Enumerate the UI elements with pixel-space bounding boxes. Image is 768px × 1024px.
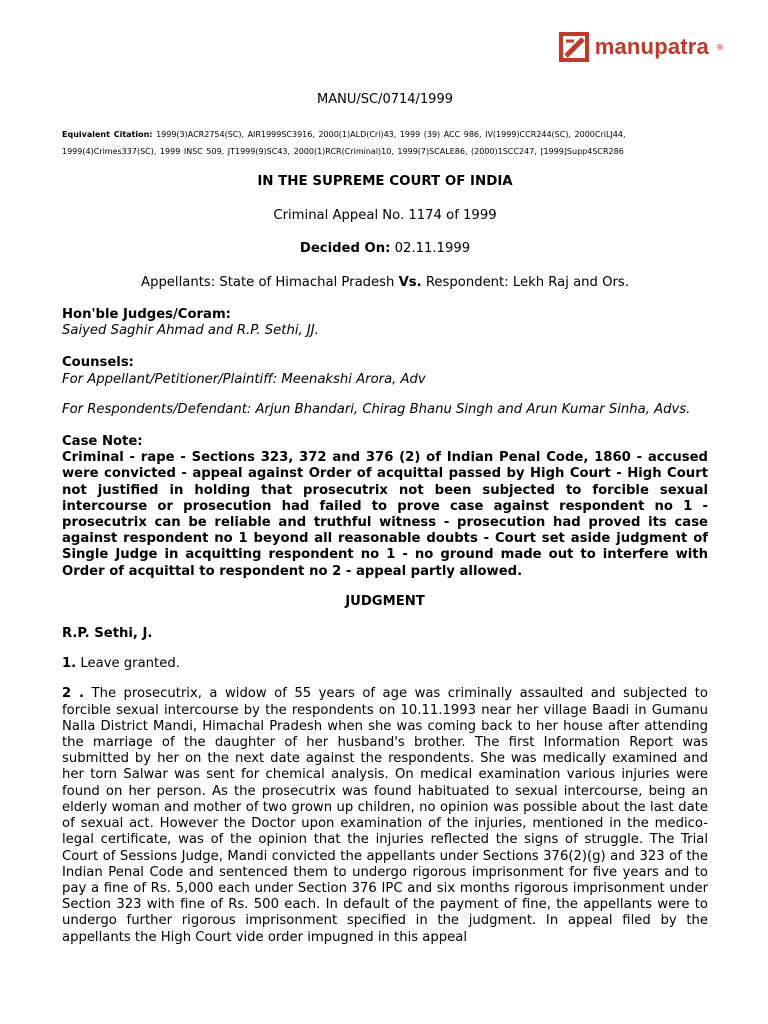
decided-on-date: 02.11.1999 (394, 240, 471, 256)
paragraph-1-text: Leave granted. (80, 656, 180, 672)
judges-heading: Hon'ble Judges/Coram: (62, 307, 231, 323)
judgment-heading: JUDGMENT (345, 593, 425, 609)
paragraph-2 (62, 686, 708, 945)
counsel-appellant: For Appellant/Petitioner/Plaintiff: Meenakshi Arora, Adv (62, 371, 426, 387)
manupatra-logo-icon (559, 32, 589, 62)
counsels-heading: Counsels: (62, 355, 134, 371)
equivalent-citation-label: Equivalent Citation: (62, 130, 153, 140)
versus-label: Vs. (398, 274, 422, 290)
manupatra-logo (559, 32, 724, 62)
paragraph-2-number: 2 . (62, 686, 85, 702)
parties-line (62, 275, 708, 291)
appeal-number: Criminal Appeal No. 1174 of 1999 (273, 208, 497, 224)
brand-reg-mark: ® (716, 42, 724, 52)
paragraph-2-text: The prosecutrix, a widow of 55 years of age was criminally assaulted and subjected to forcible sexual intercourse by the respondents on 10.11.1993 near her village Baadi in Gumanu Nalla District Mandi, Himachal Pradesh when she was coming back to her house after attending the marriage of the daughter of her husband's brother. The first Information Report was submitted by her on the next date against the respondents. She was medically examined and her torn Salwar was sent for chemical analysis. On medical examination various injuries were found on her person. As the prosecutrix was found habituated to sexual intercourse, being an elderly woman and mother of two grown up children, no opinion was possible about the last date of sexual act. However the Doctor upon examination of the injuries, mentioned in the medico-legal certificate, was of the opinion that the injuries reflected the signs of struggle. The Trial Court of Sessions Judge, Mandi convicted the appellants under Sections 376(2)(g) and 323 of the Indian Penal Code and sentenced them to undergo rigorous imprisonment for five years and to pay a fine of Rs. 5,000 each under Section 376 IPC and six months rigorous imprisonment under Section 323 with fine of Rs. 500 each. In default of the payment of fine, the appellants were to undergo further rigorous imprisonment specified in the judgment. In appeal filed by the appellants the High Court vide order impugned in this appeal (62, 686, 708, 945)
brand-name: manupatra (594, 34, 709, 59)
manu-id: MANU/SC/0714/1999 (317, 92, 453, 107)
respondent: Respondent: Lekh Raj and Ors. (425, 274, 629, 290)
decided-on (62, 241, 708, 257)
case-note-heading: Case Note: (62, 434, 143, 450)
decided-on-label: Decided On: (299, 240, 391, 256)
appellants: Appellants: State of Himachal Pradesh (141, 274, 395, 290)
judges-names: Saiyed Saghir Ahmad and R.P. Sethi, JJ. (62, 323, 319, 339)
counsel-respondent: For Respondents/Defendant: Arjun Bhandari, Chirag Bhanu Singh and Arun Kumar Sinha, Advs. (62, 401, 691, 417)
court-name: IN THE SUPREME COURT OF INDIA (257, 174, 513, 190)
judge-name: R.P. Sethi, J. (62, 626, 153, 642)
case-note-text: Criminal - rape - Sections 323, 372 and 376 (2) of Indian Penal Code, 1860 - accused were convicted - appeal against Order of acquittal passed by High Court - High Court not justified in holding that prosecutrix not been subjected to forcible sexual intercourse or prosecution had failed to prove case against respondent no 1 - prosecutrix can be reliable and truthful witness - prosecution had proved its case against respondent no 1 beyond all reasonable doubts - Court set aside judgment of Single Judge in acquitting respondent no 1 - no ground made out to interfere with Order of acquittal to respondent no 2 - appeal partly allowed. (62, 450, 708, 579)
equivalent-citation (62, 126, 708, 160)
paragraph-1-number: 1. (62, 656, 77, 672)
document-body (62, 90, 708, 946)
equivalent-citation-text: 1999(3)ACR2754(SC), AIR1999SC3916, 2000(1)ALD(Cri)43, 1999 (39) ACC 986, IV(1999)CCR244(SC), 2000CriLJ44, 1999(4)Crimes337(SC), 1999 INSC 509, JT1999(9)SC43, 2000(1)RCR(Criminal)10, 1999(7)SCALE86, (2000)1SCC247, [1999]Supp4SCR286 (62, 130, 626, 157)
paragraph-1 (62, 656, 708, 672)
